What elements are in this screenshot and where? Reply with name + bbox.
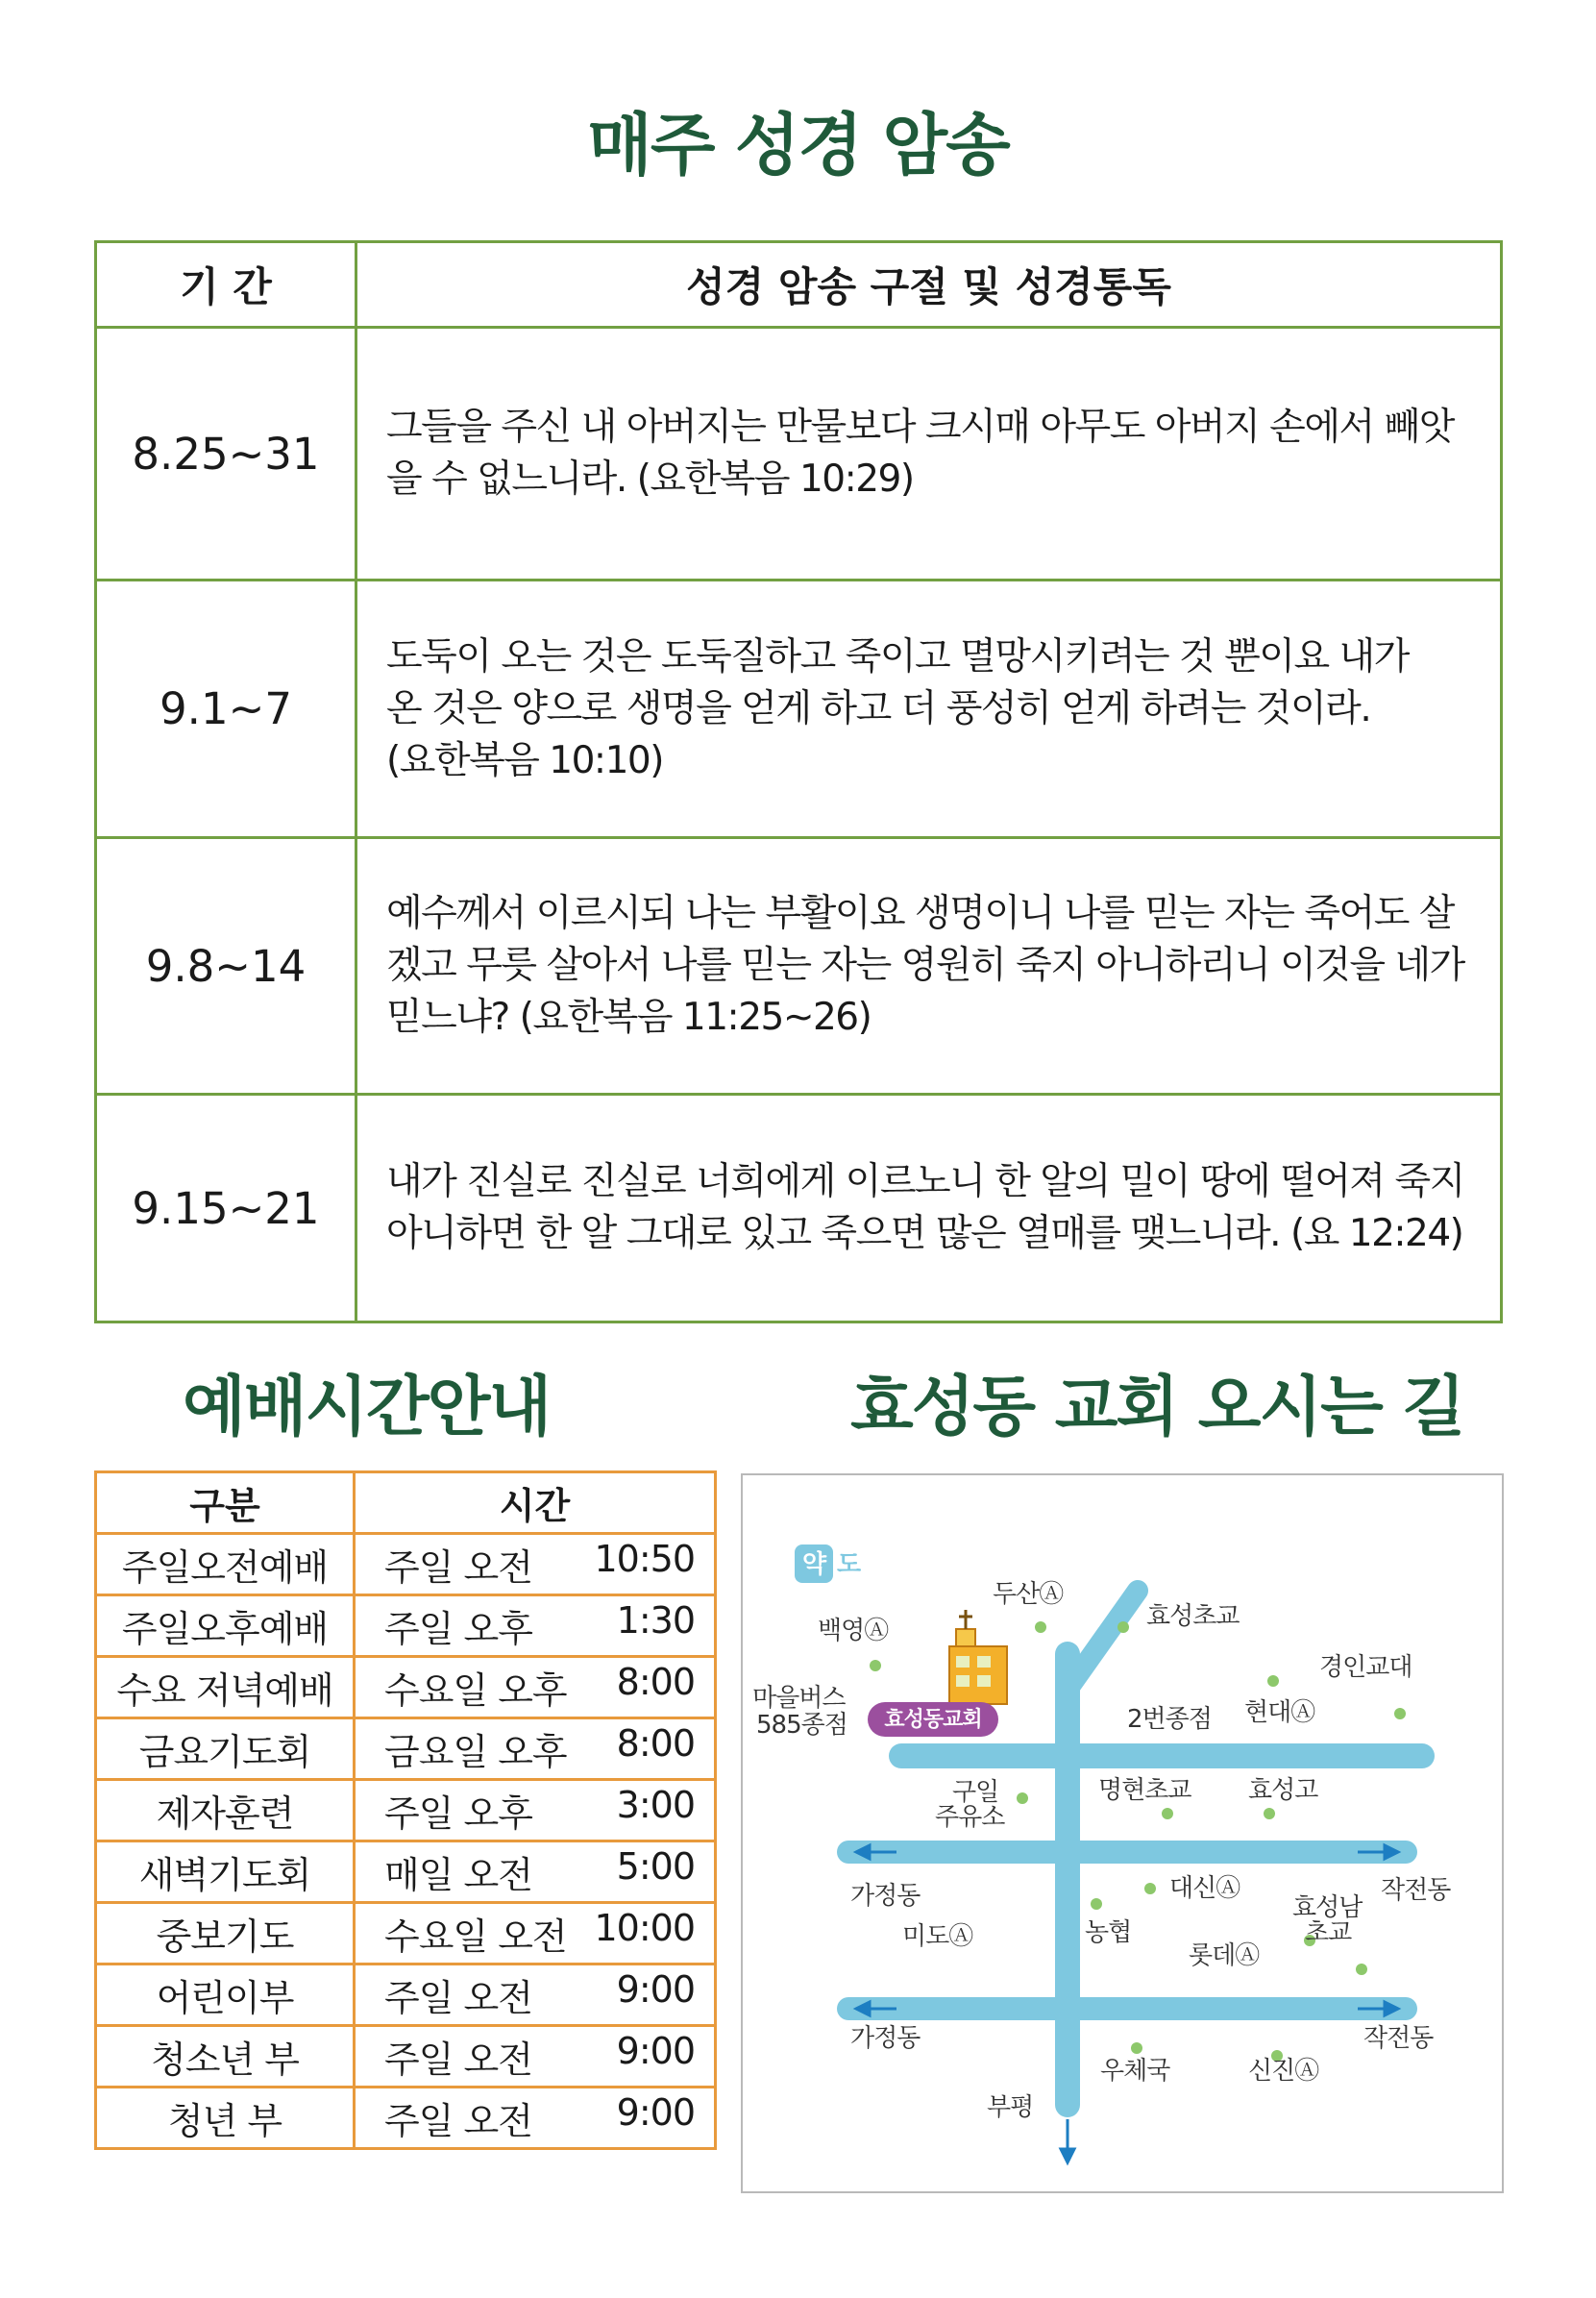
service-cell: 주일오후예배 xyxy=(96,1595,355,1657)
verse-cell xyxy=(356,328,1502,581)
map-dot xyxy=(1267,1675,1279,1687)
table-row xyxy=(96,1095,1502,1322)
map-dot xyxy=(1144,1883,1156,1894)
label-gajeong-upper: 가정동 xyxy=(850,1882,921,1911)
time-cell xyxy=(355,1595,716,1657)
label-terminus2: 2번종점 xyxy=(1127,1705,1212,1734)
service-cell: 주일오전예배 xyxy=(96,1534,355,1595)
service-cell: 제자훈련 xyxy=(96,1780,355,1841)
label-sinjin: 신진Ⓐ xyxy=(1248,2057,1319,2086)
service-cell: 새벽기도회 xyxy=(96,1841,355,1903)
church-window xyxy=(977,1675,991,1687)
day-label: 주일 오전 xyxy=(384,1977,532,2019)
verse-line: (요한복음 10:10) xyxy=(386,738,663,782)
label-mido: 미도Ⓐ xyxy=(902,1922,973,1951)
label-doosan: 두산Ⓐ xyxy=(993,1580,1064,1609)
map-dot xyxy=(1035,1621,1046,1633)
label-hyoseongnam-line1: 효성남 xyxy=(1292,1893,1363,1922)
time-cell xyxy=(355,1964,716,2026)
table-row xyxy=(96,1657,716,1718)
period-header: 기 간 xyxy=(96,242,356,328)
map-dot xyxy=(1394,1708,1406,1719)
verse-line: 아니하면 한 알 그대로 있고 죽으면 많은 열매를 맺느니라. (요 12:24) xyxy=(386,1212,1463,1255)
time-value: 1:30 xyxy=(616,1599,695,1642)
map-dot xyxy=(1264,1808,1275,1819)
period-cell: 9.8~14 xyxy=(96,838,356,1095)
table-row xyxy=(96,581,1502,838)
time-value: 5:00 xyxy=(616,1845,695,1888)
directions-map xyxy=(741,1473,1504,2193)
map-drawing xyxy=(743,1475,1502,2191)
period-cell: 9.15~21 xyxy=(96,1095,356,1322)
table-row xyxy=(96,838,1502,1095)
map-dot xyxy=(1091,1898,1102,1910)
day-label: 금요일 오후 xyxy=(384,1731,567,1773)
map-dot xyxy=(1162,1808,1173,1819)
map-dot xyxy=(1117,1621,1129,1633)
service-cell: 금요기도회 xyxy=(96,1718,355,1780)
verse-line: 온 것은 양으로 생명을 얻게 하고 더 풍성히 얻게 하려는 것이라. xyxy=(386,686,1371,730)
verse-line: 그들을 주신 내 아버지는 만물보다 크시매 아무도 아버지 손에서 빼앗 xyxy=(386,406,1454,449)
table-header-row xyxy=(96,242,1502,328)
time-value: 8:00 xyxy=(616,1661,695,1703)
church-window xyxy=(956,1675,970,1687)
day-label: 수요일 오전 xyxy=(384,1915,567,1958)
church-window xyxy=(956,1656,970,1668)
label-guil-line1: 구일 xyxy=(952,1778,999,1807)
label-lotte: 롯데Ⓐ xyxy=(1189,1941,1260,1970)
label-guil-line2: 주유소 xyxy=(935,1803,1005,1832)
table-row xyxy=(96,2026,716,2088)
time-cell xyxy=(355,1841,716,1903)
table-row xyxy=(96,1595,716,1657)
time-value: 9:00 xyxy=(616,2030,695,2072)
label-myunghyun: 명현초교 xyxy=(1098,1776,1191,1805)
church-tower xyxy=(956,1629,975,1646)
time-value: 8:00 xyxy=(616,1722,695,1765)
church-window xyxy=(977,1656,991,1668)
time-cell xyxy=(355,2088,716,2149)
table-row xyxy=(96,1964,716,2026)
label-post-office: 우체국 xyxy=(1100,2057,1170,2086)
verse-line: 예수께서 이르시되 나는 부활이요 생명이니 나를 믿는 자는 죽어도 살 xyxy=(386,892,1454,935)
time-cell xyxy=(355,1534,716,1595)
label-bus-line2: 585종점 xyxy=(756,1711,847,1740)
period-cell: 8.25~31 xyxy=(96,328,356,581)
map-dot xyxy=(1131,2042,1142,2054)
verse-cell xyxy=(356,838,1502,1095)
service-cell: 청년 부 xyxy=(96,2088,355,2149)
time-cell xyxy=(355,1718,716,1780)
verse-line: 도둑이 오는 것은 도둑질하고 죽이고 멸망시키려는 것 뿐이요 내가 xyxy=(386,634,1409,679)
label-jakjeon-lower: 작전동 xyxy=(1363,2024,1434,2053)
label-hyundai: 현대Ⓐ xyxy=(1244,1698,1315,1727)
day-label: 주일 오전 xyxy=(384,2039,532,2081)
time-cell xyxy=(355,1780,716,1841)
label-daesin: 대신Ⓐ xyxy=(1169,1874,1240,1903)
label-baekyoung: 백영Ⓐ xyxy=(818,1617,889,1645)
day-label: 매일 오전 xyxy=(384,1854,532,1896)
verse-cell xyxy=(356,1095,1502,1322)
road-diagonal xyxy=(1068,1591,1138,1690)
map-dot xyxy=(870,1660,881,1671)
day-label: 주일 오전 xyxy=(384,2100,532,2142)
worship-schedule-table xyxy=(94,1470,717,2150)
table-row xyxy=(96,1841,716,1903)
verse-line: 내가 진실로 진실로 너희에게 이르노니 한 알의 밀이 땅에 떨어져 죽지 xyxy=(386,1160,1464,1203)
verse-line: 겠고 무릇 살아서 나를 믿는 자는 영원히 죽지 아니하리니 이것을 네가 xyxy=(386,944,1464,987)
time-cell xyxy=(355,2026,716,2088)
service-header: 구분 xyxy=(96,1472,355,1534)
period-cell: 9.1~7 xyxy=(96,581,356,838)
label-gajeong-lower: 가정동 xyxy=(850,2024,921,2053)
pharmacy-logo-yak: 약 xyxy=(801,1550,826,1579)
label-hyoseongnam-line2: 초교 xyxy=(1305,1918,1352,1947)
memory-verse-table xyxy=(94,240,1503,1323)
time-value: 3:00 xyxy=(616,1784,695,1826)
table-row xyxy=(96,1780,716,1841)
memory-verse-title: 매주 성경 암송 xyxy=(587,106,1009,185)
time-value: 9:00 xyxy=(616,2091,695,2134)
service-cell: 청소년 부 xyxy=(96,2026,355,2088)
time-value: 9:00 xyxy=(616,1968,695,2011)
time-cell xyxy=(355,1903,716,1964)
service-cell: 어린이부 xyxy=(96,1964,355,2026)
service-cell: 중보기도 xyxy=(96,1903,355,1964)
table-row xyxy=(96,1903,716,1964)
verse-header: 성경 암송 구절 및 성경통독 xyxy=(356,242,1502,328)
church-label: 효성동교회 xyxy=(884,1708,982,1732)
label-gyeongin: 경인교대 xyxy=(1319,1653,1412,1682)
pharmacy-logo-do: 도 xyxy=(837,1550,861,1579)
time-value: 10:00 xyxy=(594,1907,695,1949)
time-header: 시간 xyxy=(355,1472,716,1534)
table-row xyxy=(96,1718,716,1780)
verse-line: 믿느냐? (요한복음 11:25~26) xyxy=(386,996,872,1039)
verse-cell xyxy=(356,581,1502,838)
arrow-south-head xyxy=(1061,2149,1074,2162)
day-label: 주일 오전 xyxy=(384,1546,532,1589)
map-dot xyxy=(1356,1964,1367,1975)
worship-times-title: 예배시간안내 xyxy=(183,1370,551,1446)
day-label: 주일 오후 xyxy=(384,1792,532,1835)
label-bus-line1: 마을버스 xyxy=(752,1684,846,1713)
time-value: 10:50 xyxy=(594,1538,695,1580)
day-label: 주일 오후 xyxy=(384,1608,532,1650)
label-bupyeong: 부평 xyxy=(987,2093,1034,2122)
map-dot xyxy=(1017,1792,1028,1804)
directions-title: 효성동 교회 오시는 길 xyxy=(850,1370,1464,1446)
table-row xyxy=(96,2088,716,2149)
church-building-icon xyxy=(949,1610,1007,1704)
label-hyoseong-elementary: 효성초교 xyxy=(1146,1602,1240,1631)
table-row xyxy=(96,328,1502,581)
verse-line: 을 수 없느니라. (요한복음 10:29) xyxy=(386,457,914,501)
label-hyoseong-high: 효성고 xyxy=(1248,1776,1318,1805)
day-label: 수요일 오후 xyxy=(384,1669,567,1712)
label-jakjeon-upper: 작전동 xyxy=(1381,1876,1451,1905)
table-row xyxy=(96,1534,716,1595)
time-cell xyxy=(355,1657,716,1718)
label-nonghyup: 농협 xyxy=(1085,1918,1132,1947)
service-cell: 수요 저녁예배 xyxy=(96,1657,355,1718)
table-header-row xyxy=(96,1472,716,1534)
